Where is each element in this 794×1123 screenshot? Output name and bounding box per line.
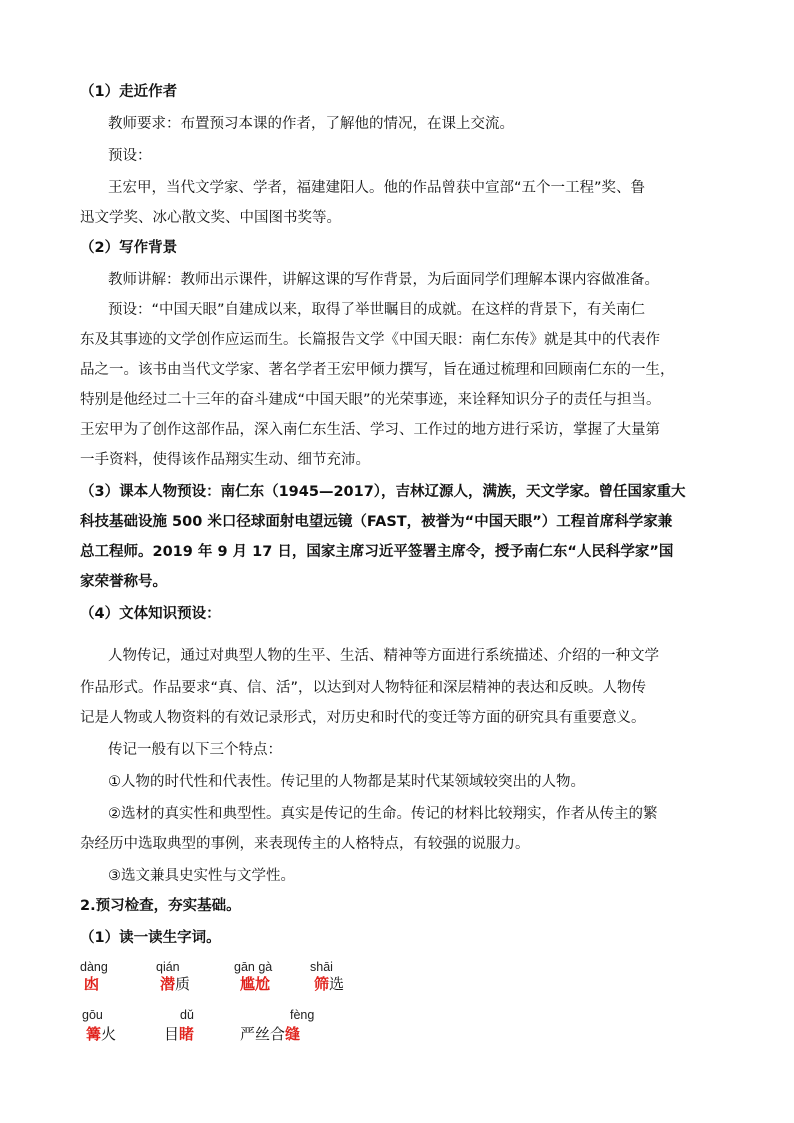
section-heading-author: （1）走近作者	[80, 84, 178, 100]
vocab-red-char: 筛	[314, 975, 330, 993]
background-line-6: 王宏甲为了创作这部作品，深入南仁东生活、学习、工作过的地方进行采访，掌握了大量第	[80, 422, 660, 438]
vocab-rest-char: 质	[175, 975, 191, 993]
character-preset-line-3: 总工程师。2019 年 9 月 17 日，国家主席习近平签署主席令，授予南仁东“人民科学家”国	[80, 544, 674, 560]
vocab-pinyin: shāi	[310, 960, 333, 974]
vocab-pinyin: dǔ	[180, 1008, 194, 1022]
author-intro-line-1: 王宏甲，当代文学家、学者，福建建阳人。他的作品曾获中宣部“五个一工程”奖、鲁	[108, 180, 646, 196]
author-intro-line-2: 迅文学奖、冰心散文奖、中国图书奖等。	[80, 210, 341, 226]
vocab-pre-char: 目	[164, 1025, 180, 1043]
background-line-2: 预设：“中国天眼”自建成以来，取得了举世瞩目的成就。在这样的背景下，有关南仁	[108, 302, 646, 318]
genre-line-3: 记是人物或人物资料的有效记录形式，对历史和时代的变迁等方面的研究具有重要意义。	[80, 710, 646, 726]
vocab-pinyin: fèng	[290, 1008, 315, 1022]
vocab-pinyin: qián	[156, 960, 180, 974]
vocab-word	[164, 1024, 194, 1044]
section-heading-genre: （4）文体知识预设：	[80, 606, 221, 622]
character-preset-line-1	[80, 482, 686, 502]
vocab-pinyin: gōu	[82, 1008, 103, 1022]
background-line-7: 一手资料，使得该作品翔实生动、细节充沛。	[80, 452, 370, 468]
vocab-word	[160, 974, 190, 994]
vocab-word	[240, 1024, 300, 1044]
background-line-4: 品之一。该书由当代文学家、著名学者王宏甲倾力撰写，旨在通过梳理和回顾南仁东的一生，	[80, 362, 675, 378]
genre-line-1: 人物传记，通过对典型人物的生平、生活、精神等方面进行系统描述、介绍的一种文学	[108, 648, 659, 664]
vocab-word	[86, 1024, 116, 1044]
character-preset-line-2: 科技基础设施 500 米口径球面射电望远镜（FAST，被誉为“中国天眼”）工程首席科学家兼	[80, 514, 673, 530]
vocab-red-char: 篝	[86, 1025, 102, 1043]
feature-1: ①人物的时代性和代表性。传记里的人物都是某时代某领域较突出的人物。	[108, 774, 585, 790]
teacher-requirement: 教师要求：布置预习本课的作者，了解他的情况，在课上交流。	[108, 116, 514, 132]
vocab-word	[314, 974, 344, 994]
genre-line-2: 作品形式。作品要求“真、信、活”，以达到对人物特征和深层精神的表达和反映。人物传	[80, 680, 647, 696]
part-2-title: 2.预习检查，夯实基础。	[80, 898, 241, 914]
section-heading-character: （3）课本人物预设：	[80, 484, 221, 500]
feature-3: ③选文兼具史实性与文学性。	[108, 868, 295, 884]
feature-2-line-1: ②选材的真实性和典型性。真实是传记的生命。传记的材料比较翔实，作者从传主的繁	[108, 806, 658, 822]
vocab-pinyin: dàng	[80, 960, 108, 974]
background-line-1: 教师讲解：教师出示课件，讲解这课的写作背景，为后面同学们理解本课内容做准备。	[108, 272, 659, 288]
vocab-red-char: 潜	[160, 975, 176, 993]
background-line-3: 东及其事迹的文学创作应运而生。长篇报告文学《中国天眼：南仁东传》就是其中的代表作	[80, 332, 660, 348]
vocab-red-char: 缝	[285, 1025, 301, 1043]
vocab-rest-char: 选	[329, 975, 345, 993]
vocab-pre-char: 严丝合	[240, 1025, 286, 1043]
vocab-pinyin: gān gà	[234, 960, 273, 974]
section-heading-background: （2）写作背景	[80, 240, 178, 256]
vocab-subheading: （1）读一读生字词。	[80, 930, 221, 946]
vocab-word	[240, 974, 270, 994]
vocab-word	[84, 974, 99, 994]
character-preset-line-4: 家荣誉称号。	[80, 574, 167, 590]
character-preset-text: 南仁东（1945—2017），吉林辽源人，满族，天文学家。曾任国家重大	[220, 484, 686, 500]
genre-features-intro: 传记一般有以下三个特点：	[108, 742, 282, 758]
feature-2-line-2: 杂经历中选取典型的事例，来表现传主的人格特点，有较强的说服力。	[80, 836, 530, 852]
background-line-5: 特别是他经过二十三年的奋斗建成“中国天眼”的光荣事迹，来诠释知识分子的责任与担当。	[80, 392, 661, 408]
vocab-red-char: 尴尬	[240, 975, 271, 993]
vocab-red-char: 睹	[179, 1025, 195, 1043]
preset-label: 预设：	[108, 148, 152, 164]
vocab-red-char: 凼	[84, 975, 100, 993]
vocab-rest-char: 火	[101, 1025, 117, 1043]
